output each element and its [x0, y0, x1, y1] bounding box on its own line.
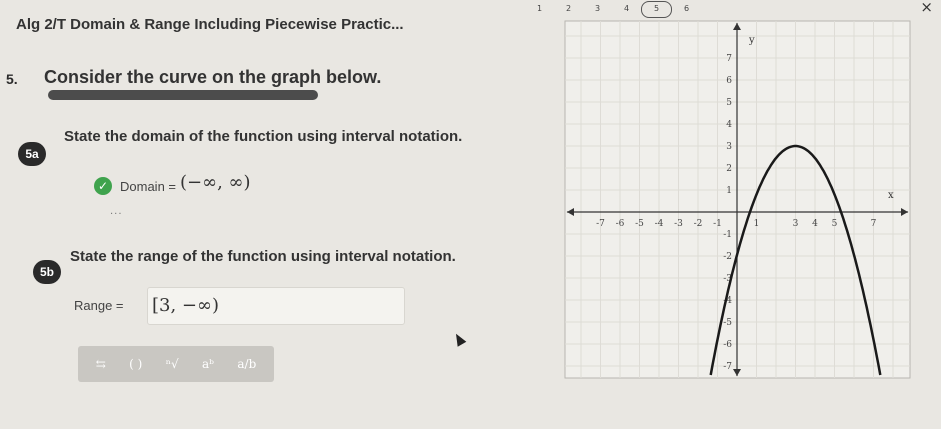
y-tick-label: -2	[723, 252, 732, 262]
y-tick-label: 4	[726, 120, 732, 130]
x-tick-label: -4	[654, 219, 664, 229]
y-tick-label: -6	[723, 340, 732, 350]
part-a-prompt: State the domain of the function using interval notation.	[64, 128, 463, 145]
check-icon: ✓	[94, 177, 112, 195]
y-tick-label: 1	[726, 186, 732, 196]
more-options[interactable]: ...	[110, 206, 123, 217]
domain-value: (−∞, ∞)	[180, 172, 251, 193]
range-value[interactable]: [3, −∞)	[152, 295, 220, 316]
y-tick-label: 7	[726, 54, 732, 64]
fraction-button[interactable]: a/b	[237, 357, 257, 371]
y-tick-label: 3	[726, 142, 732, 152]
y-tick-label: -4	[723, 296, 732, 306]
nth-root-button[interactable]: ⁿ√	[165, 357, 179, 371]
nav-item-2[interactable]: 2	[565, 4, 572, 13]
arrows-button[interactable]: ⇆	[95, 357, 106, 371]
exponent-button[interactable]: aᵇ	[202, 357, 214, 371]
x-tick-label: 3	[792, 219, 799, 229]
x-tick-label: 1	[753, 219, 760, 229]
y-axis-label: y	[749, 35, 755, 46]
close-icon[interactable]: ×	[920, 0, 933, 16]
x-tick-label: -7	[596, 219, 605, 229]
x-tick-label: -2	[693, 219, 703, 229]
part-a-badge: 5a	[18, 142, 46, 166]
x-tick-label: -3	[674, 219, 683, 229]
parentheses-button[interactable]: ( )	[129, 357, 143, 371]
x-tick-label: 4	[812, 219, 818, 229]
question-number: 5.	[6, 71, 18, 87]
range-label: Range =	[74, 298, 124, 313]
y-tick-label: -7	[723, 362, 732, 372]
question-text: Consider the curve on the graph below.	[44, 67, 382, 87]
x-tick-label: -1	[713, 219, 722, 229]
y-tick-label: -3	[723, 274, 732, 284]
nav-item-5[interactable]: 5	[641, 1, 672, 18]
y-tick-label: -5	[723, 318, 732, 328]
part-b-badge: 5b	[33, 260, 61, 284]
x-tick-label: 7	[870, 219, 877, 229]
x-tick-label: -5	[635, 219, 644, 229]
x-tick-label: -6	[615, 219, 625, 229]
part-b-prompt: State the range of the function using interval notation.	[70, 248, 456, 265]
nav-item-4[interactable]: 4	[623, 4, 630, 13]
y-tick-label: 5	[726, 98, 732, 108]
nav-item-3[interactable]: 3	[594, 4, 601, 13]
nav-item-1[interactable]: 1	[536, 4, 543, 13]
x-axis-label: x	[888, 190, 894, 201]
x-tick-label: 5	[831, 219, 838, 229]
y-tick-label: -1	[723, 230, 732, 240]
y-tick-label: 6	[726, 76, 732, 86]
assignment-title: Alg 2/T Domain & Range Including Piecewise Practic...	[16, 16, 404, 33]
domain-label: Domain =	[120, 179, 176, 194]
y-tick-label: 2	[726, 164, 732, 174]
nav-item-6[interactable]: 6	[683, 4, 690, 13]
